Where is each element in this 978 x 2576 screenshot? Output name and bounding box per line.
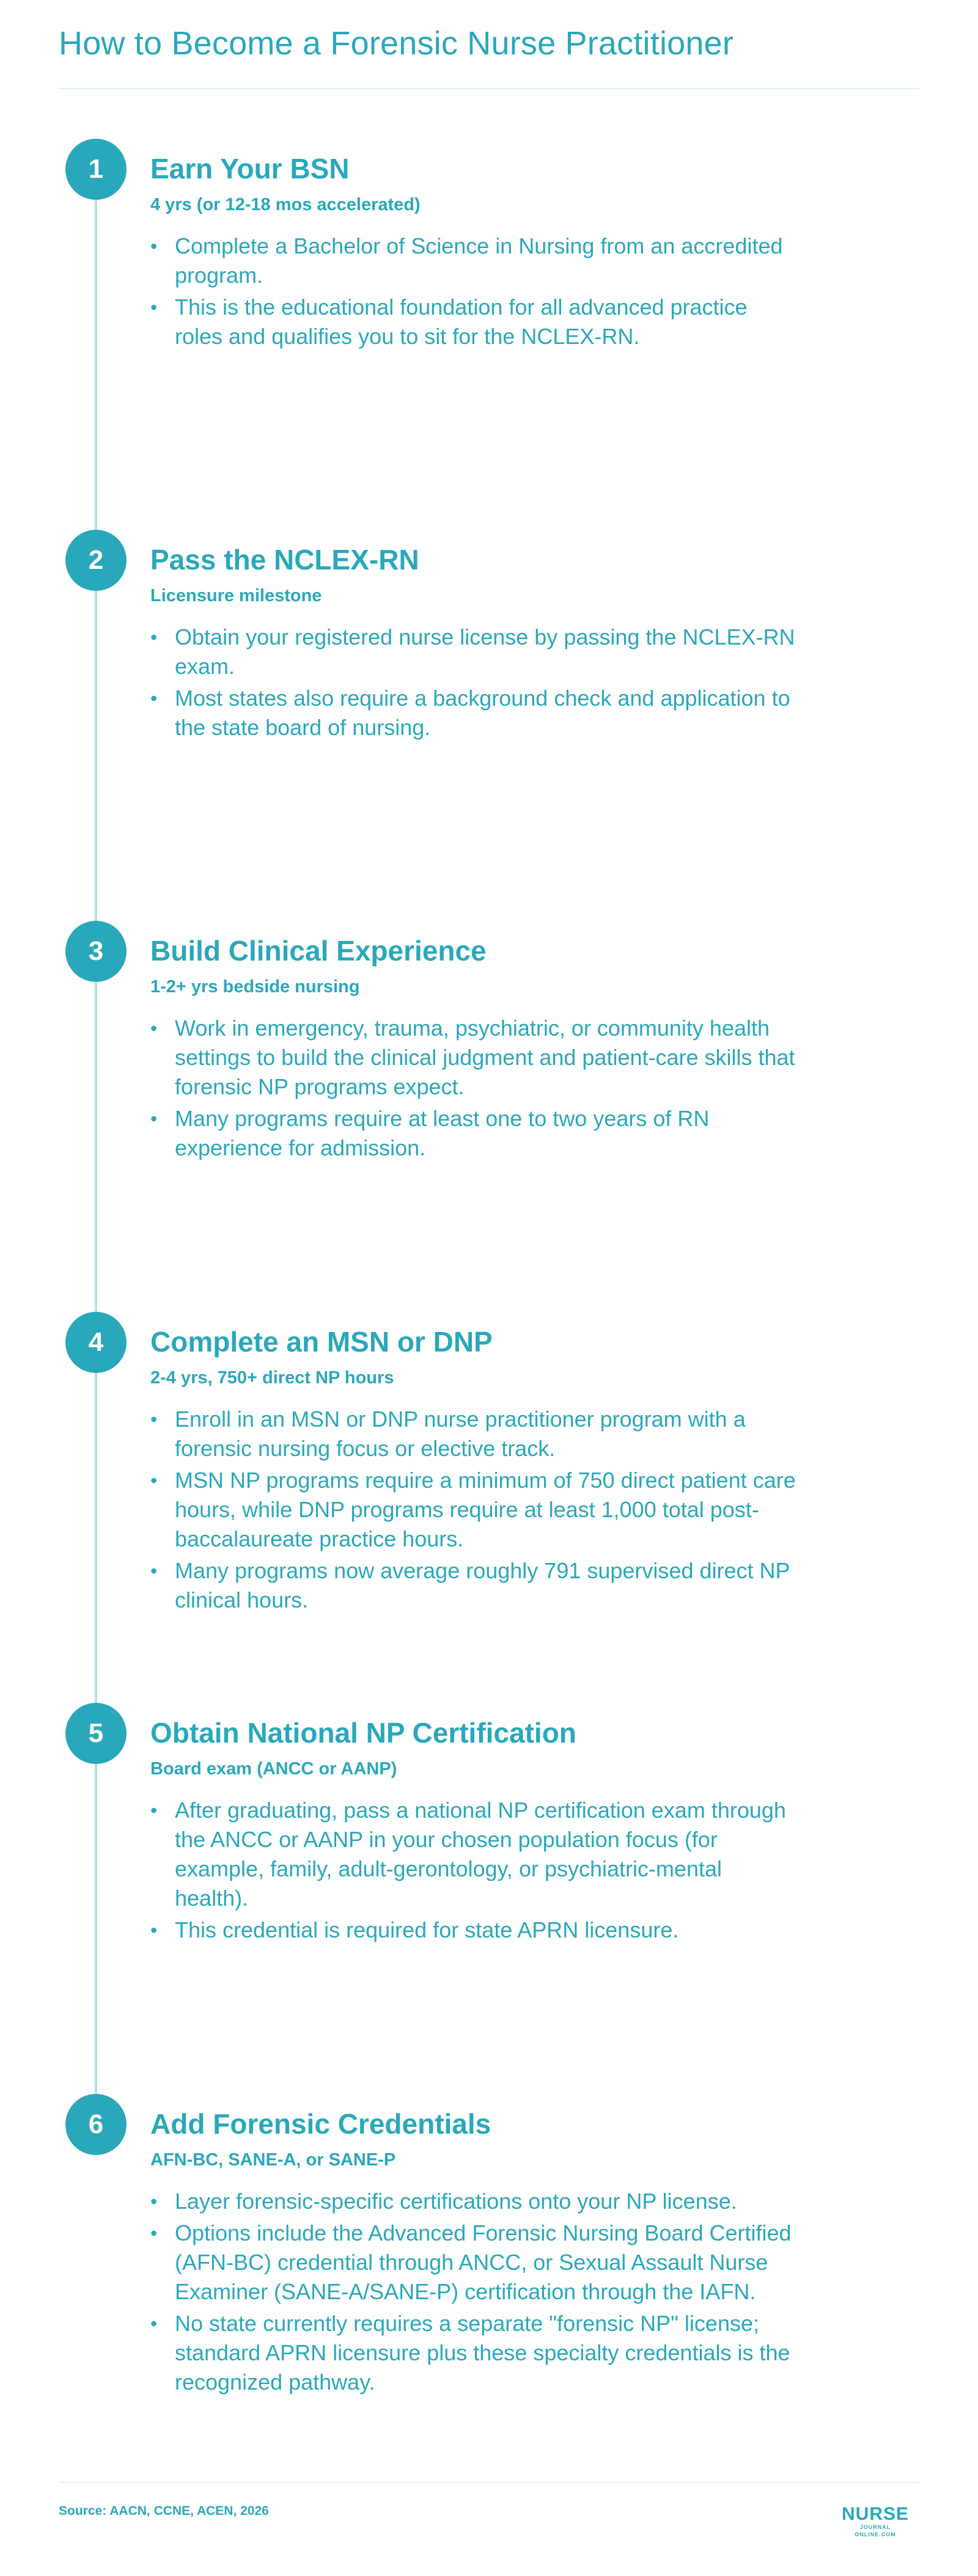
step-title: Obtain National NP Certification (150, 1717, 576, 1749)
step-bullet: • Complete a Bachelor of Science in Nursing from an accredited program. (150, 232, 798, 290)
step-bullet: • Options include the Advanced Forensic Nursing Board Certified (AFN-BC) credential through ANCC, or Sexual Assault Nurse Examiner (SANE-A/SANE-P) certification through the IAFN. (150, 2219, 798, 2307)
step-title: Earn Your BSN (150, 153, 350, 185)
step-subtitle: 1-2+ yrs bedside nursing (150, 977, 360, 997)
step-bullet: • After graduating, pass a national NP certification exam through the ANCC or AANP in your chosen population focus (for example, family, adult-gerontology, or psychiatric-mental health). (150, 1796, 798, 1913)
step-subtitle: 4 yrs (or 12-18 mos accelerated) (150, 195, 421, 214)
step-subtitle: 2-4 yrs, 750+ direct NP hours (150, 1368, 394, 1388)
step-subtitle: Licensure milestone (150, 586, 322, 606)
step-title: Add Forensic Credentials (150, 2108, 491, 2140)
step-bullet: • No state currently requires a separate "forensic NP" license; standard APRN licensure plus these specialty credentials is the recognized pathway. (150, 2309, 798, 2397)
title-divider (59, 88, 919, 89)
step-number-badge: 2 (65, 530, 127, 591)
logo-wordmark: NURSE (841, 2504, 909, 2524)
timeline-line (95, 171, 97, 2102)
page-title: How to Become a Forensic Nurse Practitioner (59, 25, 734, 62)
step-title: Pass the NCLEX-RN (150, 544, 419, 576)
step-bullet: • Work in emergency, trauma, psychiatric, or community health settings to build the clinical judgment and patient-care skills that forensic NP programs expect. (150, 1014, 798, 1102)
nurse-journal-logo (841, 2505, 910, 2538)
source-citation: Source: AACN, CCNE, ACEN, 2026 (59, 2504, 269, 2518)
step-bullet-list (150, 232, 798, 354)
step-subtitle: AFN-BC, SANE-A, or SANE-P (150, 2150, 396, 2170)
step-title: Build Clinical Experience (150, 935, 487, 967)
step-bullet-list (150, 1405, 798, 1617)
step-bullet-list (150, 2187, 798, 2399)
step-bullet: • Many programs require at least one to two years of RN experience for admission. (150, 1104, 798, 1163)
step-number-badge: 3 (65, 921, 127, 982)
step-number-badge: 5 (65, 1703, 127, 1764)
step-title: Complete an MSN or DNP (150, 1326, 493, 1358)
step-subtitle: Board exam (ANCC or AANP) (150, 1759, 397, 1779)
step-bullet-list (150, 1796, 798, 1947)
step-bullet-list (150, 1014, 798, 1165)
footer-divider (59, 2482, 919, 2483)
step-number-badge: 6 (65, 2094, 127, 2155)
step-number-badge: 4 (65, 1312, 127, 1373)
step-bullet: • Enroll in an MSN or DNP nurse practitioner program with a forensic nursing focus or elective track. (150, 1405, 798, 1463)
logo-tagline: JOURNAL ONLINE.COM (855, 2524, 896, 2538)
step-number-badge: 1 (65, 139, 127, 200)
step-bullet: • Layer forensic-specific certifications onto your NP license. (150, 2187, 798, 2216)
step-bullet: • Most states also require a background check and application to the state board of nursing. (150, 684, 798, 742)
step-bullet: • This credential is required for state APRN licensure. (150, 1916, 798, 1945)
step-bullet: • Obtain your registered nurse license by passing the NCLEX-RN exam. (150, 623, 798, 681)
step-bullet: • Many programs now average roughly 791 supervised direct NP clinical hours. (150, 1556, 798, 1615)
step-bullet-list (150, 623, 798, 745)
step-bullet: • This is the educational foundation for all advanced practice roles and qualifies you to sit for the NCLEX-RN. (150, 293, 798, 351)
step-bullet: • MSN NP programs require a minimum of 750 direct patient care hours, while DNP programs require at least 1,000 total post-baccalaureate practice hours. (150, 1466, 798, 1554)
